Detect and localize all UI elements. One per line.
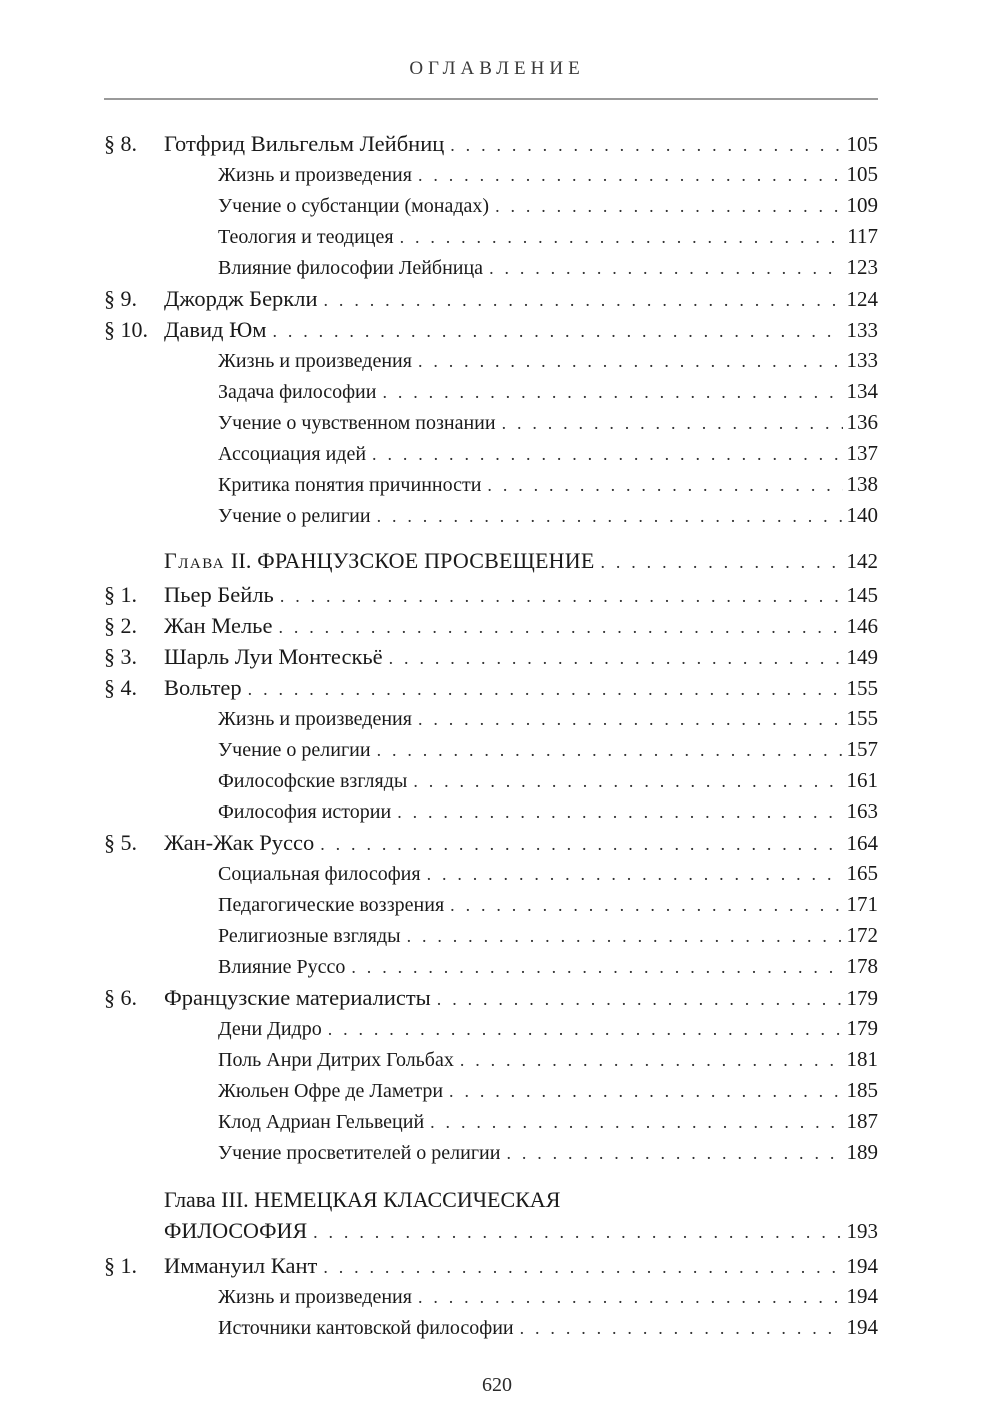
page-number: 172 (846, 923, 878, 947)
page-number: 157 (846, 737, 878, 761)
dot-leader (427, 859, 843, 890)
entry-title: Учение о религии (218, 739, 371, 761)
toc-subsection-entry[interactable] (104, 159, 878, 190)
chapter-title-line-1 (104, 1184, 878, 1215)
page-number: 117 (847, 224, 878, 248)
dot-leader (506, 1138, 842, 1169)
entry-title: Учение просветителей о религии (218, 1142, 501, 1164)
toc-subsection-entry[interactable] (104, 1137, 878, 1168)
toc-block-chapter-1-end (104, 128, 878, 531)
dot-leader (324, 285, 843, 316)
page-number: 140 (846, 503, 878, 527)
entry-title: Клод Адриан Гельвеций (218, 1111, 425, 1133)
dot-leader (449, 1076, 842, 1107)
toc-block-chapter-2 (104, 579, 878, 1168)
dot-leader (320, 829, 842, 860)
toc-section-entry[interactable] (104, 672, 878, 703)
toc-subsection-entry[interactable] (104, 765, 878, 796)
entry-title: Педагогические воззрения (218, 894, 445, 916)
toc-subsection-entry[interactable] (104, 703, 878, 734)
toc-subsection-entry[interactable] (104, 469, 878, 500)
section-number: § 9. (104, 286, 137, 311)
chapter-label: Глава (164, 548, 226, 573)
chapter-title-continued: ФИЛОСОФИЯ (164, 1218, 308, 1243)
toc-section-entry[interactable] (104, 982, 878, 1013)
toc-subsection-entry[interactable] (104, 920, 878, 951)
section-number: § 1. (104, 582, 137, 607)
page-number: 105 (846, 162, 878, 186)
dot-leader (450, 890, 842, 921)
entry-title: Пьер Бейль (164, 582, 274, 607)
entry-title: Ассоциация идей (218, 443, 367, 465)
toc-subsection-entry[interactable] (104, 951, 878, 982)
page-number: 142 (846, 549, 878, 573)
dot-leader (413, 766, 842, 797)
entry-title: Жизнь и произведения (218, 1286, 412, 1308)
dot-leader (418, 704, 843, 735)
toc-subsection-entry[interactable] (104, 500, 878, 531)
page-number: 193 (846, 1219, 878, 1243)
page-number: 164 (846, 831, 878, 855)
page-number: 171 (846, 892, 878, 916)
entry-title: Источники кантовской философии (218, 1317, 514, 1339)
page-number: 189 (846, 1140, 878, 1164)
toc-subsection-entry[interactable] (104, 1013, 878, 1044)
dot-leader (313, 1217, 842, 1248)
page-number: 194 (846, 1315, 878, 1339)
page-number: 181 (846, 1047, 878, 1071)
page-folio: 620 (482, 1374, 512, 1396)
dot-leader (495, 191, 842, 222)
section-number: § 6. (104, 985, 137, 1010)
page-number: 155 (846, 706, 878, 730)
toc-subsection-entry[interactable] (104, 190, 878, 221)
section-number: § 10. (104, 317, 148, 342)
page-number: 194 (846, 1254, 878, 1278)
toc-subsection-entry[interactable] (104, 376, 878, 407)
toc-chapter-2[interactable] (104, 545, 878, 576)
entry-title: Французские материалисты (164, 985, 431, 1010)
page-number: 165 (846, 861, 878, 885)
dot-leader (489, 253, 842, 284)
page-number: 134 (846, 379, 878, 403)
entry-title: Давид Юм (164, 317, 267, 342)
chapter-title: III. НЕМЕЦКАЯ КЛАССИЧЕСКАЯ (221, 1187, 561, 1212)
page-number: 133 (846, 318, 878, 342)
page-number: 187 (846, 1109, 878, 1133)
entry-title: Поль Анри Дитрих Гольбах (218, 1049, 454, 1071)
page-number: 133 (846, 348, 878, 372)
dot-leader (389, 643, 843, 674)
entry-title: Жизнь и произведения (218, 708, 412, 730)
entry-title: Религиозные взгляды (218, 925, 401, 947)
dot-leader (323, 1252, 842, 1283)
toc-subsection-entry[interactable] (104, 858, 878, 889)
dot-leader (328, 1014, 843, 1045)
page-number: 194 (846, 1284, 878, 1308)
table-of-contents (104, 128, 878, 1343)
toc-chapter-3[interactable] (104, 1184, 878, 1246)
toc-subsection-entry[interactable] (104, 221, 878, 252)
toc-subsection-entry[interactable] (104, 438, 878, 469)
page-number: 163 (846, 799, 878, 823)
dot-leader (397, 797, 842, 828)
chapter-label: Глава (164, 1187, 216, 1212)
dot-leader (372, 439, 842, 470)
toc-subsection-entry[interactable] (104, 1281, 878, 1312)
section-number: § 2. (104, 613, 137, 638)
entry-title: Готфрид Вильгельм Лейбниц (164, 131, 445, 156)
dot-leader (377, 735, 843, 766)
entry-title: Философские взгляды (218, 770, 408, 792)
dot-leader (450, 130, 842, 161)
page-number: 109 (846, 193, 878, 217)
page-number: 178 (846, 954, 878, 978)
dot-leader (437, 984, 843, 1015)
entry-title: Учение о чувственном познании (218, 412, 496, 434)
dot-leader (278, 612, 842, 643)
toc-section-entry[interactable] (104, 827, 878, 858)
page-number: 149 (846, 645, 878, 669)
dot-leader (407, 921, 843, 952)
entry-title: Жан-Жак Руссо (164, 830, 315, 855)
page-number: 145 (846, 583, 878, 607)
entry-title: Учение о религии (218, 505, 371, 527)
entry-title: Учение о субстанции (монадах) (218, 195, 490, 217)
header-rule (104, 98, 878, 100)
page-number: 179 (846, 1016, 878, 1040)
dot-leader (418, 346, 843, 377)
dot-leader (460, 1045, 843, 1076)
toc-section-entry[interactable] (104, 641, 878, 672)
entry-title: Влияние философии Лейбница (218, 257, 484, 279)
dot-leader (351, 952, 842, 983)
entry-title: Дени Дидро (218, 1018, 322, 1040)
page-number: 137 (846, 441, 878, 465)
dot-leader (280, 581, 843, 612)
toc-block-chapter-3 (104, 1250, 878, 1343)
dot-leader (382, 377, 842, 408)
entry-title: Жизнь и произведения (218, 164, 412, 186)
dot-leader (400, 222, 844, 253)
dot-leader (520, 1313, 843, 1344)
toc-subsection-entry[interactable] (104, 1312, 878, 1343)
toc-section-entry[interactable] (104, 579, 878, 610)
page-number: 136 (846, 410, 878, 434)
toc-section-entry[interactable] (104, 128, 878, 159)
page-number: 146 (846, 614, 878, 638)
dot-leader (377, 501, 843, 532)
page-number: 179 (846, 986, 878, 1010)
entry-title: Философия истории (218, 801, 392, 823)
entry-title: Шарль Луи Монтескьё (164, 644, 383, 669)
dot-leader (418, 160, 843, 191)
chapter-title: II. ФРАНЦУЗСКОЕ ПРОСВЕЩЕНИЕ (230, 548, 595, 573)
page-number: 185 (846, 1078, 878, 1102)
page-number: 124 (846, 287, 878, 311)
page-number: 123 (846, 255, 878, 279)
entry-title: Джордж Беркли (164, 286, 318, 311)
running-head: ОГЛАВЛЕНИЕ (409, 58, 585, 79)
toc-subsection-entry[interactable] (104, 796, 878, 827)
toc-subsection-entry[interactable] (104, 734, 878, 765)
entry-title: Жан Мелье (164, 613, 273, 638)
toc-section-entry[interactable] (104, 283, 878, 314)
toc-subsection-entry[interactable] (104, 889, 878, 920)
page-number: 138 (846, 472, 878, 496)
entry-title: Влияние Руссо (218, 956, 346, 978)
toc-subsection-entry[interactable] (104, 1075, 878, 1106)
page-number: 161 (846, 768, 878, 792)
section-number: § 1. (104, 1253, 137, 1278)
entry-title: Жюльен Офре де Ламетри (218, 1080, 444, 1102)
section-number: § 4. (104, 675, 137, 700)
toc-subsection-entry[interactable] (104, 1106, 878, 1137)
dot-leader (487, 470, 842, 501)
page-number: 105 (846, 132, 878, 156)
toc-subsection-entry[interactable] (104, 345, 878, 376)
toc-section-entry[interactable] (104, 1250, 878, 1281)
dot-leader (600, 547, 842, 578)
section-number: § 5. (104, 830, 137, 855)
section-number: § 8. (104, 131, 137, 156)
chapter-title-line-2 (104, 1215, 878, 1246)
dot-leader (430, 1107, 842, 1138)
entry-title: Социальная философия (218, 863, 421, 885)
toc-subsection-entry[interactable] (104, 1044, 878, 1075)
entry-title: Критика понятия причинности (218, 474, 482, 496)
toc-section-entry[interactable] (104, 314, 878, 345)
toc-section-entry[interactable] (104, 610, 878, 641)
toc-subsection-entry[interactable] (104, 252, 878, 283)
dot-leader (418, 1282, 843, 1313)
page-number: 155 (846, 676, 878, 700)
dot-leader (272, 316, 842, 347)
section-number: § 3. (104, 644, 137, 669)
dot-leader (502, 408, 843, 439)
dot-leader (248, 674, 843, 705)
entry-title: Задача философии (218, 381, 377, 403)
entry-title: Теология и теодицея (218, 226, 394, 248)
entry-title: Вольтер (164, 675, 242, 700)
entry-title: Жизнь и произведения (218, 350, 412, 372)
toc-subsection-entry[interactable] (104, 407, 878, 438)
entry-title: Иммануил Кант (164, 1253, 318, 1278)
